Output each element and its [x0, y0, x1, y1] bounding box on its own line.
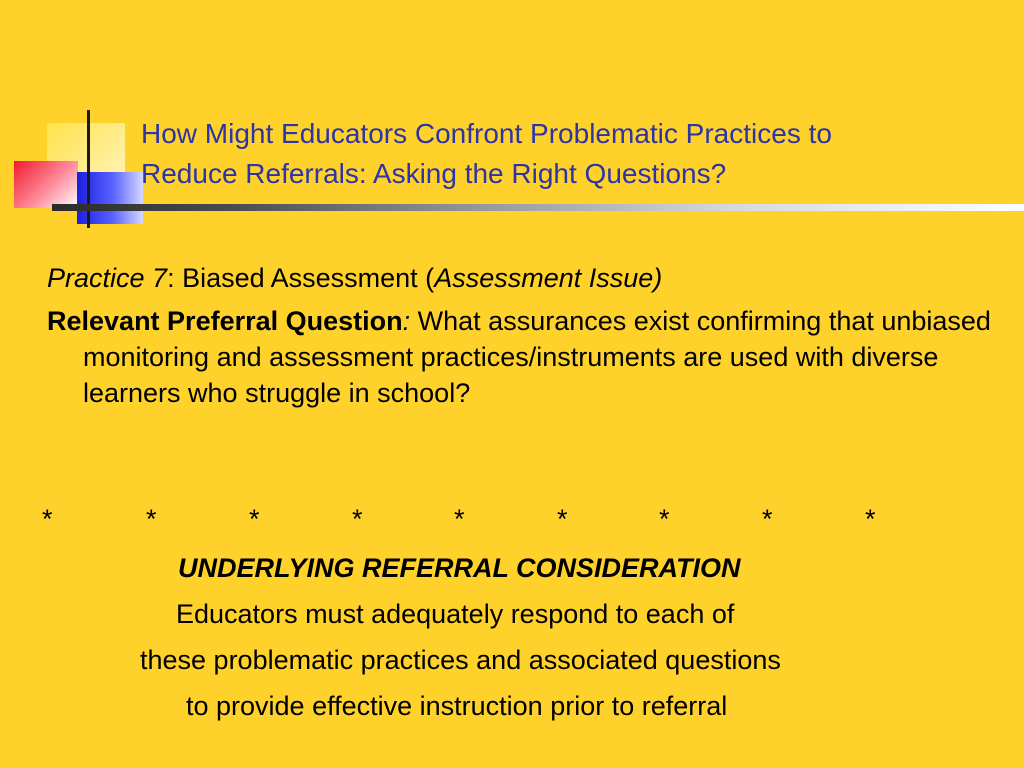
question-label: Relevant Preferral Question [47, 306, 403, 336]
star: * [454, 504, 465, 534]
star: * [352, 504, 363, 534]
title-line-2: Reduce Referrals: Asking the Right Questions? [141, 158, 727, 189]
practice-issue: Assessment Issue) [434, 263, 663, 293]
consideration-line-3: to provide effective instruction prior to referral [186, 691, 728, 721]
star: * [557, 504, 568, 534]
question-paragraph [47, 303, 1007, 411]
consideration-line-1: Educators must adequately respond to each of [176, 599, 735, 629]
star: * [659, 504, 670, 534]
title-line-1: How Might Educators Confront Problematic Practices to [141, 118, 832, 149]
practice-line [47, 260, 1007, 296]
consideration-heading: UNDERLYING REFERRAL CONSIDERATION [178, 553, 741, 583]
slide-title [141, 114, 1011, 194]
star: * [42, 504, 53, 534]
star: * [249, 504, 260, 534]
star: * [146, 504, 157, 534]
question-text: What assurances exist confirming that unbiased monitoring and assessment practices/instruments are used with diverse learners who struggle in school? [83, 306, 991, 408]
star: * [762, 504, 773, 534]
title-underline [52, 204, 1024, 211]
practice-text: : Biased Assessment ( [167, 263, 435, 293]
star-divider [42, 504, 942, 540]
consideration-line-2: these problematic practices and associated questions [140, 645, 781, 675]
decorative-red-square [14, 161, 78, 208]
practice-label: Practice 7 [47, 263, 168, 293]
star: * [865, 504, 876, 534]
slide-body [47, 260, 1007, 411]
question-colon: : [402, 306, 411, 336]
